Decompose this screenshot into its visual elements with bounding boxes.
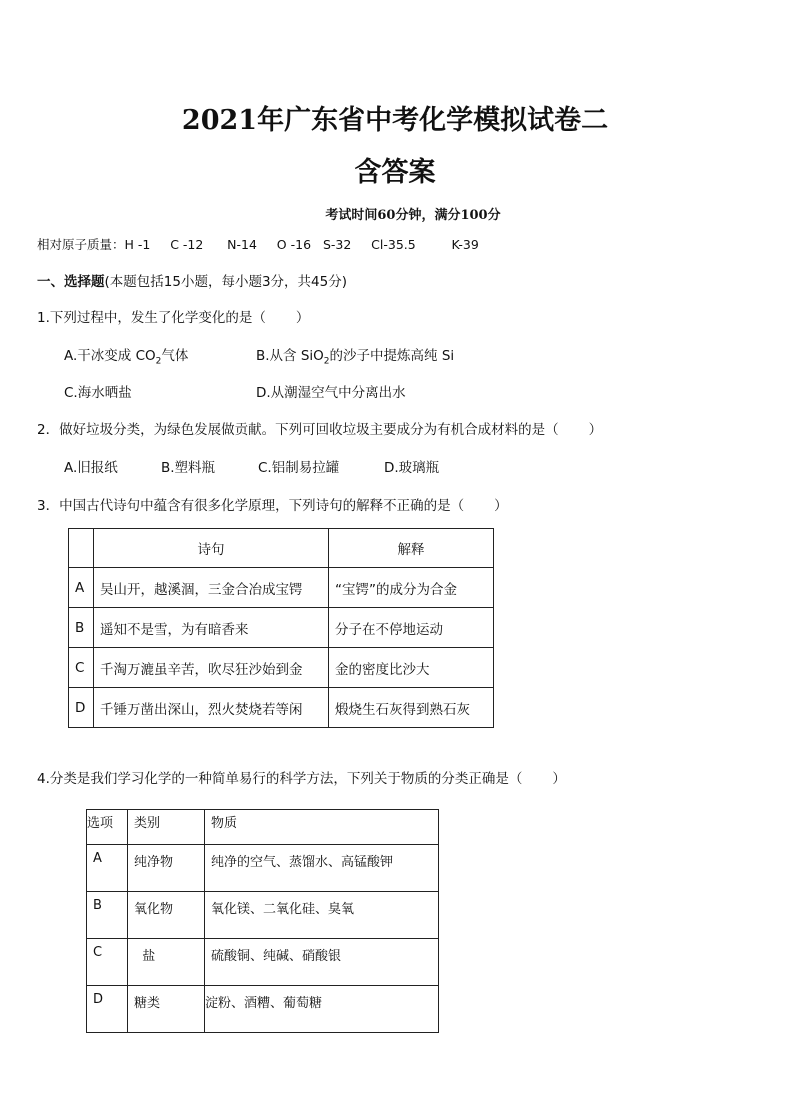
table-cell: D xyxy=(87,986,128,1033)
table-cell: B xyxy=(87,892,128,939)
table-cell: 糖类 xyxy=(128,986,205,1033)
table-cell: D xyxy=(69,688,94,728)
q1-option-c: C.海水晒盐 xyxy=(64,385,132,401)
q2-option-d: D.玻璃瓶 xyxy=(384,460,440,476)
table-cell: 遥知不是雪，为有暗香来 xyxy=(94,608,329,648)
table-cell: A xyxy=(87,845,128,892)
section-heading xyxy=(37,270,347,290)
table-header-cell: 物质 xyxy=(205,810,439,845)
q2-option-c: C.铝制易拉罐 xyxy=(258,460,340,476)
q1-option-b-sub: 2 xyxy=(323,356,330,367)
table-header-cell: 诗句 xyxy=(94,529,329,568)
table-row xyxy=(69,608,494,648)
table-header-cell: 解释 xyxy=(329,529,494,568)
table-row xyxy=(87,892,439,939)
table-header-row xyxy=(69,529,494,568)
table-cell: 千锤万凿出深山，烈火焚烧若等闲 xyxy=(94,688,329,728)
atomic-mass-line: 相对原子质量：H -1 C -12 N-14 O -16 S-32 Cl-35.5 K-39 xyxy=(37,237,479,252)
section-desc: (本题包括15小题，每小题3分，共45分) xyxy=(104,274,347,290)
exam-info: 考试时间60分钟，满分100分 xyxy=(325,208,501,223)
table-cell: 千淘万漉虽辛苦，吹尽狂沙始到金 xyxy=(94,648,329,688)
q2-option-a: A.旧报纸 xyxy=(64,460,118,476)
table-cell: B xyxy=(69,608,94,648)
table-row xyxy=(69,568,494,608)
q2-option-b: B.塑料瓶 xyxy=(161,460,216,476)
table-cell: A xyxy=(69,568,94,608)
table-cell: C xyxy=(69,648,94,688)
q1-option-b xyxy=(256,344,454,367)
table-row xyxy=(69,688,494,728)
table-cell: 煅烧生石灰得到熟石灰 xyxy=(329,688,494,728)
table-cell: 氧化镁、二氧化硅、臭氧 xyxy=(205,892,439,939)
table-header-row xyxy=(87,810,439,845)
table-header-cell: 选项 xyxy=(87,810,128,845)
table-cell: 氧化物 xyxy=(128,892,205,939)
table-cell: 硫酸铜、纯碱、硝酸银 xyxy=(205,939,439,986)
q4-stem: 4.分类是我们学习化学的一种简单易行的科学方法，下列关于物质的分类正确是（ ） xyxy=(37,771,566,787)
table-row xyxy=(87,845,439,892)
table-row xyxy=(87,939,439,986)
table-cell: 金的密度比沙大 xyxy=(329,648,494,688)
q1-option-b-text: B.从含 SiO xyxy=(256,348,324,364)
table-header-cell xyxy=(69,529,94,568)
table-cell: 纯净的空气、蒸馏水、高锰酸钾 xyxy=(205,845,439,892)
table-row xyxy=(87,986,439,1033)
table-cell: 分子在不停地运动 xyxy=(329,608,494,648)
q3-table xyxy=(68,528,494,728)
table-cell: C xyxy=(87,939,128,986)
q1-option-a-sub: 2 xyxy=(155,356,162,367)
q1-stem: 1.下列过程中，发生了化学变化的是（ ） xyxy=(37,310,310,326)
table-cell: 吴山开，越溪涸，三金合冶成宝锷 xyxy=(94,568,329,608)
q1-option-a xyxy=(64,344,188,367)
section-label: 一、选择题 xyxy=(37,274,105,290)
q4-table xyxy=(86,809,439,1033)
table-row xyxy=(69,648,494,688)
q2-stem: 2．做好垃圾分类，为绿色发展做贡献。下列可回收垃圾主要成分为有机合成材料的是（ ） xyxy=(37,422,603,438)
q3-stem: 3．中国古代诗句中蕴含有很多化学原理，下列诗句的解释不正确的是（ ） xyxy=(37,498,508,514)
q1-option-a-text: A.干冰变成 CO xyxy=(64,348,156,364)
table-cell: 淀粉、酒糟、葡萄糖 xyxy=(205,986,439,1033)
table-cell: “宝锷”的成分为合金 xyxy=(329,568,494,608)
q1-option-a-text2: 气体 xyxy=(161,348,189,364)
page-title: 2021年广东省中考化学模拟试卷二 xyxy=(181,105,609,136)
page-title-line2: 含答案 xyxy=(354,157,436,188)
table-cell: 纯净物 xyxy=(128,845,205,892)
q1-option-b-text2: 的沙子中提炼高纯 Si xyxy=(329,348,455,364)
table-header-cell: 类别 xyxy=(128,810,205,845)
q1-option-d: D.从潮湿空气中分离出水 xyxy=(256,385,406,401)
table-cell: 盐 xyxy=(128,939,205,986)
